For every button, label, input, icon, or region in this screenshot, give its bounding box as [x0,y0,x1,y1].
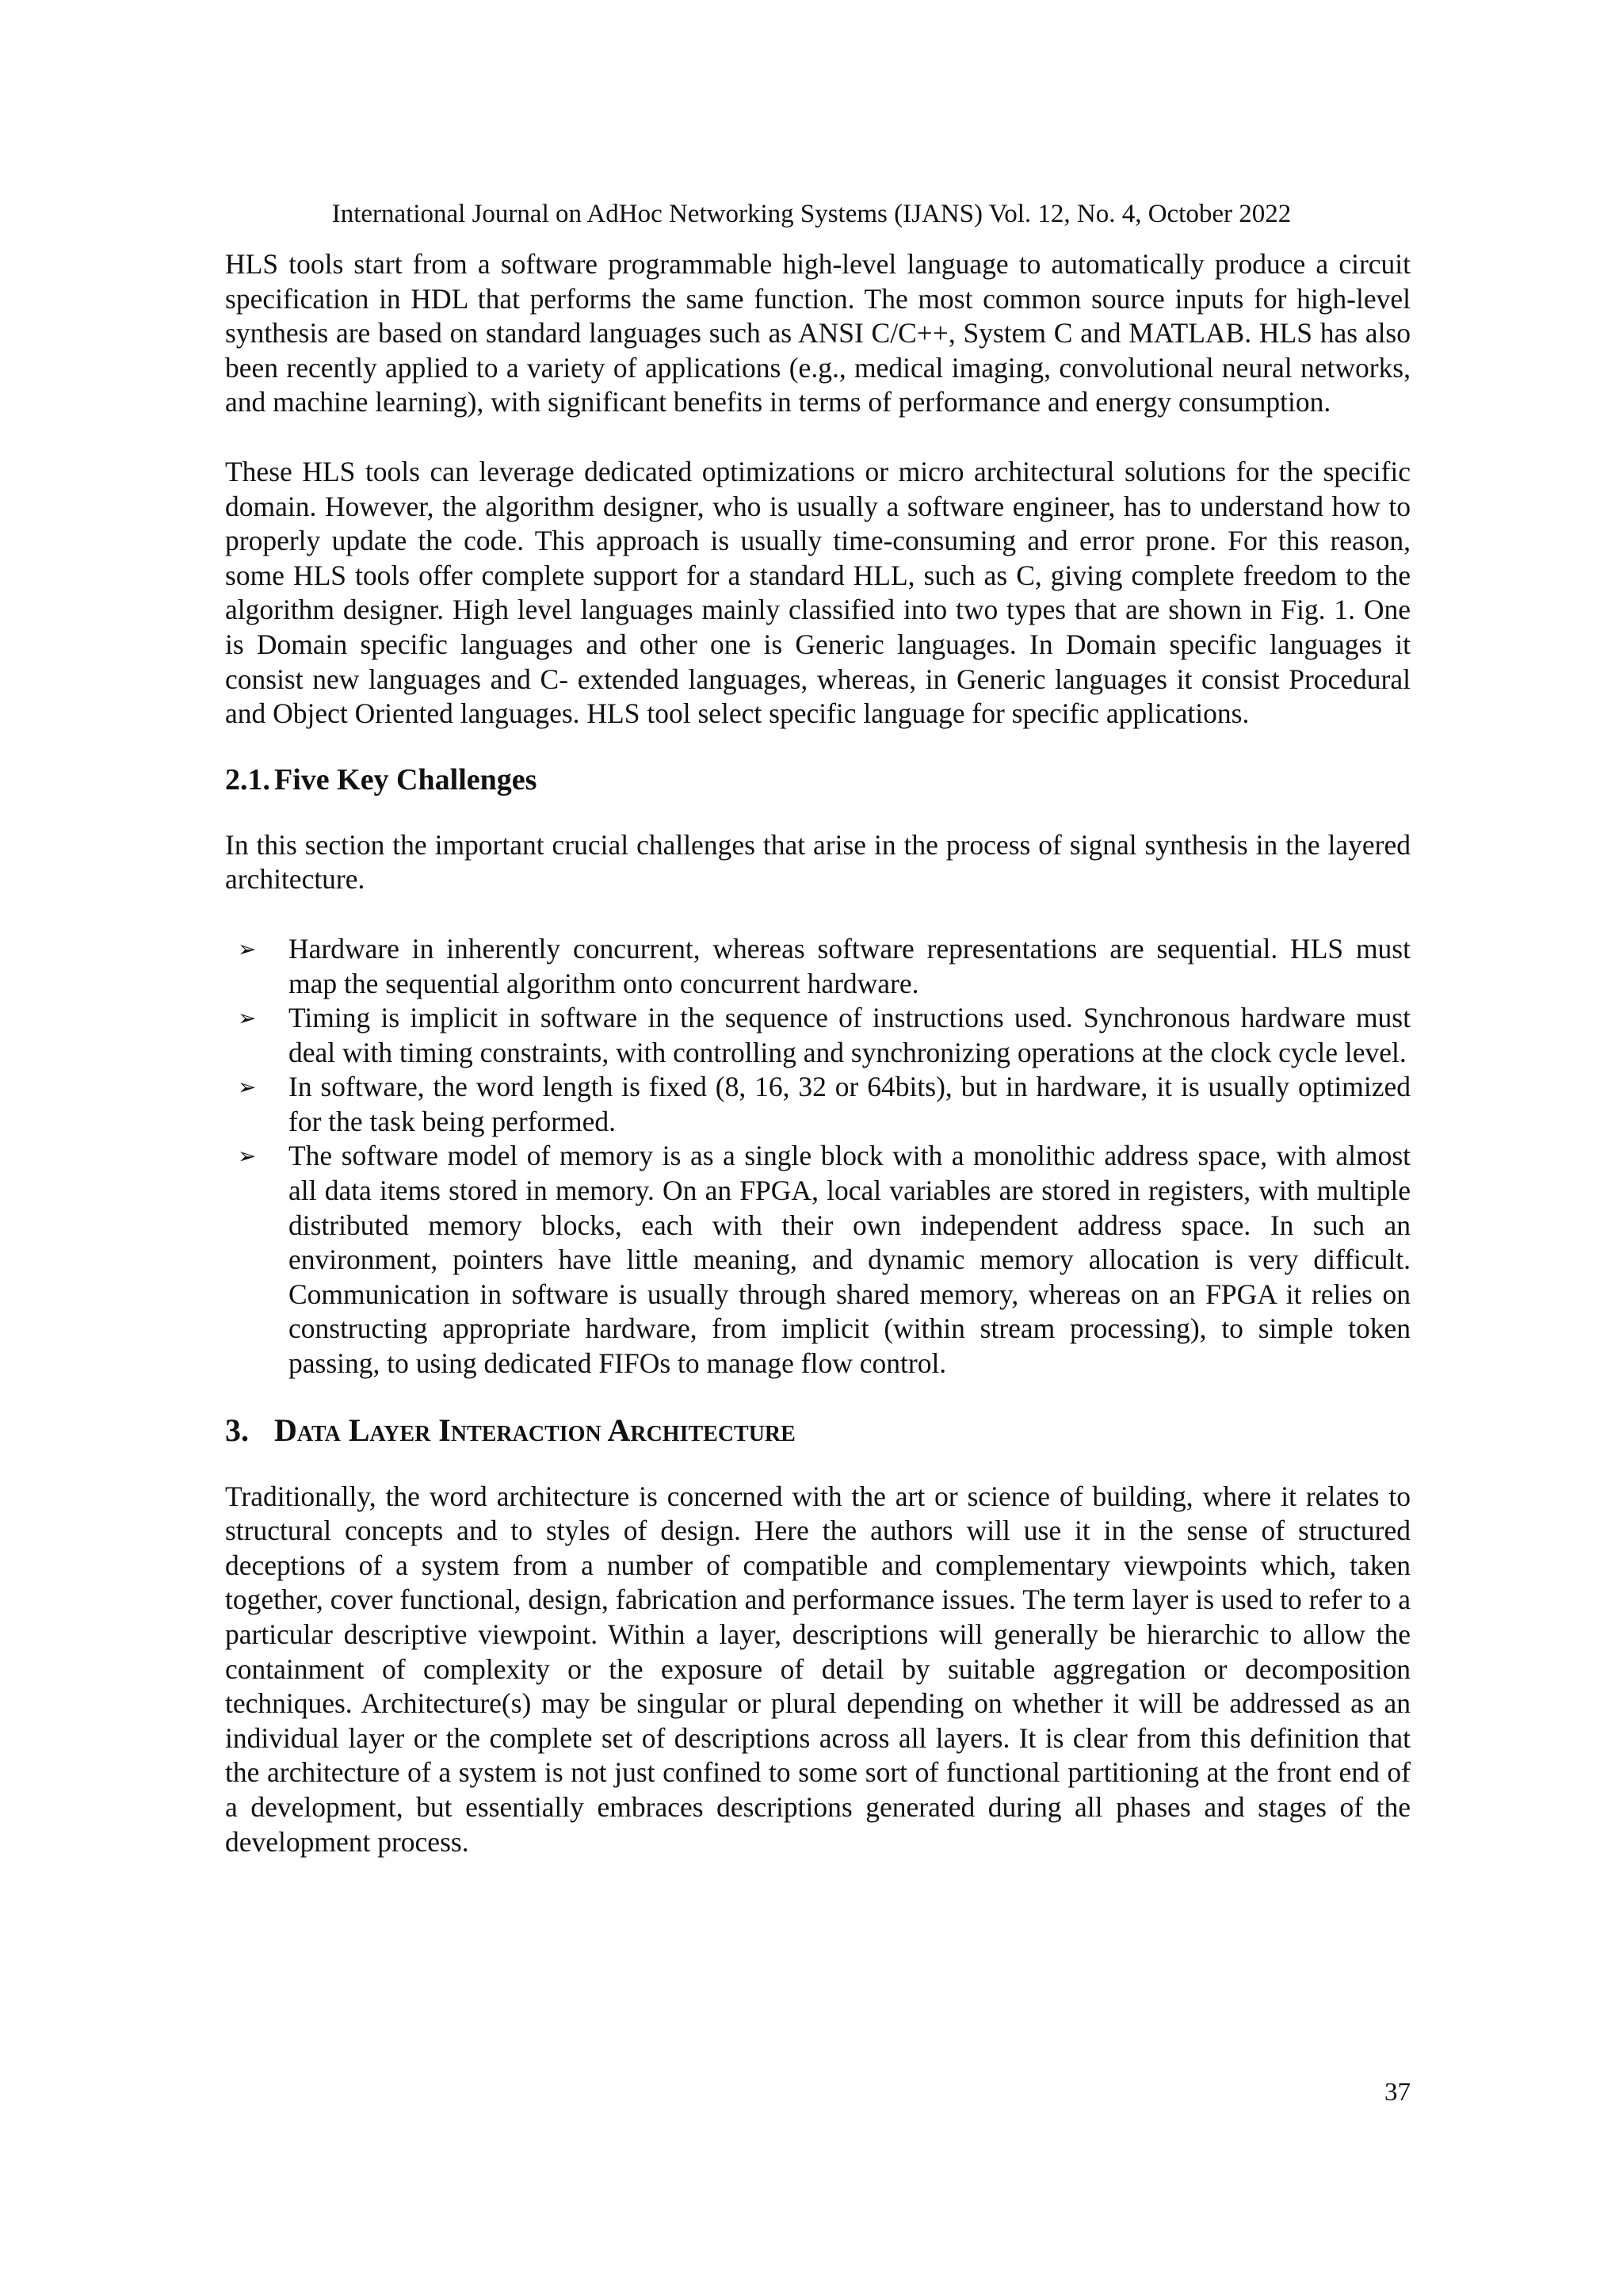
subsection-title: Five Key Challenges [274,762,537,797]
list-item [225,1070,1411,1139]
section-paragraph: Traditionally, the word architecture is concerned with the art or science of building, where it relates to structural concepts and to styles of design. Here the authors will use it in the sense of structured deceptions of a system from a number of compatible and complementary viewpoints which, taken together, cover functional, design, fabrication and performance issues. The term layer is used to refer to a particular descriptive viewpoint. Within a layer, descriptions will generally be hierarchic to allow the containment of complexity or the exposure of detail by suitable aggregation or decomposition techniques. Architecture(s) may be singular or plural depending on whether it will be addressed as an individual layer or the complete set of descriptions across all layers. It is clear from this definition that the architecture of a system is not just confined to some sort of functional partitioning at the front end of a development, but essentially embraces descriptions generated during all phases and stages of the development process. [225,1480,1411,1858]
arrow-bullet-icon: ➢ [238,1005,257,1032]
intro-paragraph-2: These HLS tools can leverage dedicated optimizations or micro architectural solutions for the specific domain. However, the algorithm designer, who is usually a software engineer, has to understand how to properly update the code. This approach is usually time-consuming and error prone. For this reason, some HLS tools offer complete support for a standard HLL, such as C, giving complete freedom to the algorithm designer. High level languages mainly classified into two types that are shown in Fig. 1. One is Domain specific languages and other one is Generic languages. In Domain specific languages it consist new languages and C- extended languages, whereas, in Generic languages it consist Procedural and Object Oriented languages. HLS tool select specific language for specific applications. [225,455,1411,730]
subsection-heading [225,762,1411,798]
subsection-number: 2.1. [225,762,270,797]
page-number: 37 [1384,2078,1411,2107]
page-content [225,247,1411,1859]
list-item [225,1139,1411,1381]
list-item-text: Hardware in inherently concurrent, whereas software representations are sequential. HLS must map the sequential algorithm onto concurrent hardware. [288,932,1411,999]
list-item-text: The software model of memory is as a single block with a monolithic address space, with almost all data items stored in memory. On an FPGA, local variables are stored in registers, with multiple distributed memory blocks, each with their own independent address space. In such an environment, pointers have little meaning, and dynamic memory allocation is very difficult. Communication in software is usually through shared memory, whereas on an FPGA it relies on constructing appropriate hardware, from implicit (within stream processing), to simple token passing, to using dedicated FIFOs to manage flow control. [288,1140,1411,1380]
arrow-bullet-icon: ➢ [238,1074,257,1101]
subsection-intro: In this section the important crucial challenges that arise in the process of signal synthesis in the layered architecture. [225,828,1411,896]
list-item [225,1001,1411,1070]
section-heading [225,1412,1411,1450]
section-number: 3. [225,1412,249,1448]
arrow-bullet-icon: ➢ [238,1143,257,1170]
list-item [225,932,1411,1001]
list-item-text: Timing is implicit in software in the sequence of instructions used. Synchronous hardware must deal with timing constraints, with controlling and synchronizing operations at the clock cycle level. [288,1002,1411,1068]
running-header: International Journal on AdHoc Networking Systems (IJANS) Vol. 12, No. 4, October 2022 [331,200,1292,228]
list-item-text: In software, the word length is fixed (8, 16, 32 or 64bits), but in hardware, it is usually optimized for the task being performed. [288,1071,1411,1137]
section-title: Data Layer Interaction Architecture [274,1412,796,1448]
intro-paragraph-1: HLS tools start from a software programmable high-level language to automatically produce a circuit specification in HDL that performs the same function. The most common source inputs for high-level synthesis are based on standard languages such as ANSI C/C++, System C and MATLAB. HLS has also been recently applied to a variety of applications (e.g., medical imaging, convolutional neural networks, and machine learning), with significant benefits in terms of performance and energy consumption. [225,248,1411,418]
challenge-list [225,932,1411,1381]
arrow-bullet-icon: ➢ [238,935,257,962]
